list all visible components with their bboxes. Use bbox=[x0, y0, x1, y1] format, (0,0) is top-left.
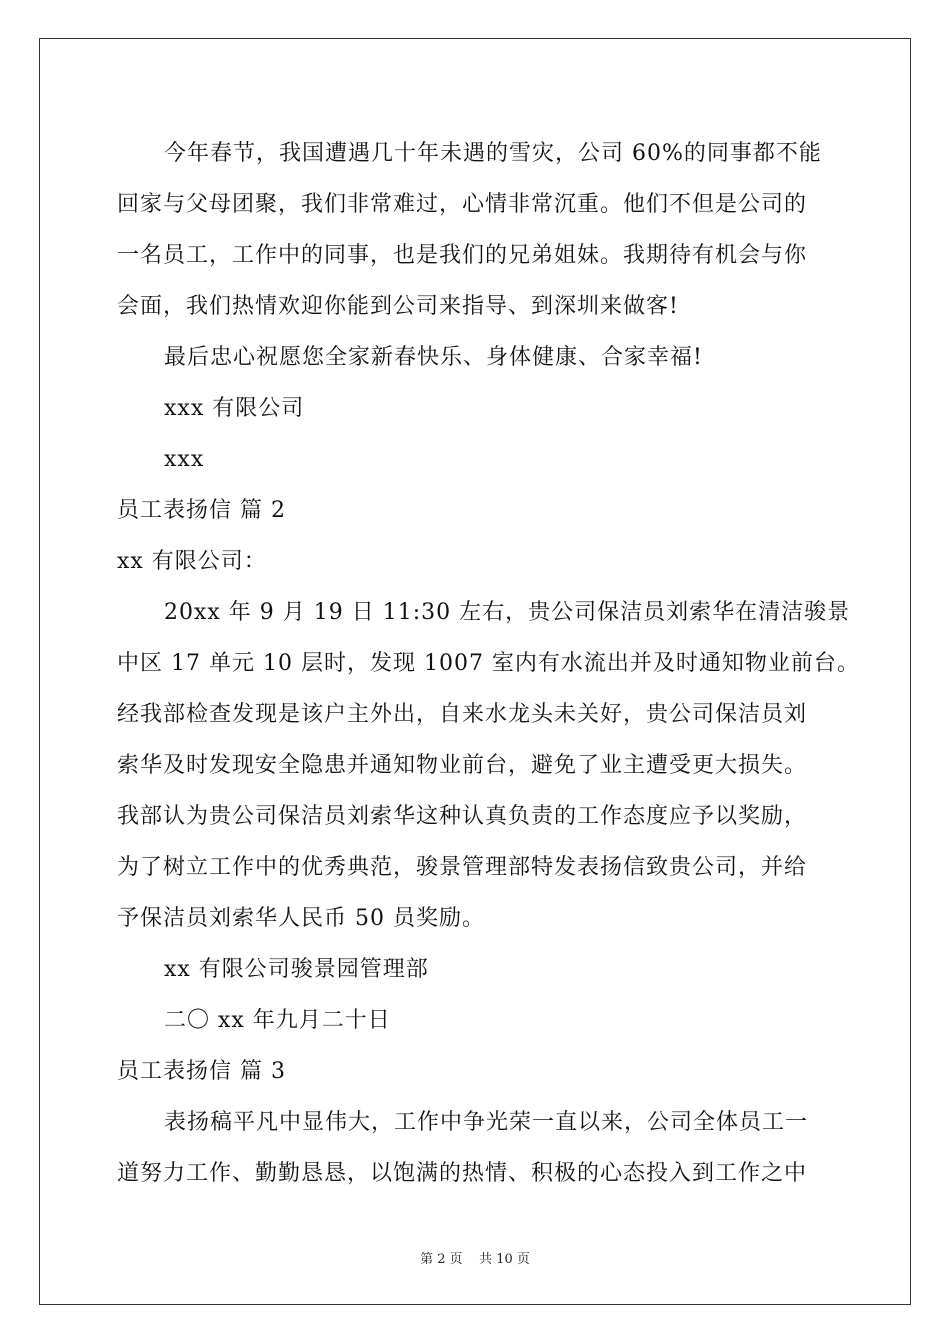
text-line: 中区 17 单元 10 层时，发现 1007 室内有水流出并及时通知物业前台。 bbox=[117, 651, 860, 676]
text-line: xx 有限公司骏景园管理部 bbox=[164, 957, 429, 982]
text-line: 最后忠心祝愿您全家新春快乐、身体健康、合家幸福! bbox=[164, 345, 703, 370]
text-line: 今年春节，我国遭遇几十年未遇的雪灾，公司 60%的同事都不能 bbox=[164, 141, 822, 166]
text-line: xxx 有限公司 bbox=[164, 396, 305, 421]
page-number-footer: 第 2 页 共 10 页 bbox=[420, 1252, 530, 1267]
text-line: 经我部检查发现是该户主外出，自来水龙头未关好，贵公司保洁员刘 bbox=[117, 702, 808, 727]
document-body bbox=[117, 128, 860, 1199]
text-line: 我部认为贵公司保洁员刘索华这种认真负责的工作态度应予以奖励， bbox=[117, 804, 808, 829]
text-line: 20xx 年 9 月 19 日 11:30 左右，贵公司保洁员刘索华在清洁骏景 bbox=[164, 600, 851, 625]
text-line: 员工表扬信 篇 2 bbox=[117, 498, 286, 523]
text-line: xxx bbox=[164, 447, 205, 472]
text-line: 表扬稿平凡中显伟大，工作中争光荣一直以来，公司全体员工一 bbox=[164, 1110, 809, 1135]
text-line: 予保洁员刘索华人民币 50 员奖励。 bbox=[117, 906, 485, 931]
text-line: 会面，我们热情欢迎你能到公司来指导、到深圳来做客! bbox=[117, 294, 679, 319]
text-line: 为了树立工作中的优秀典范，骏景管理部特发表扬信致贵公司，并给 bbox=[117, 855, 808, 880]
text-line: 二〇 xx 年九月二十日 bbox=[164, 1008, 391, 1033]
text-line: 回家与父母团聚，我们非常难过，心情非常沉重。他们不但是公司的 bbox=[117, 192, 808, 217]
text-line: 一名员工，工作中的同事，也是我们的兄弟姐妹。我期待有机会与你 bbox=[117, 243, 808, 268]
text-line: xx 有限公司： bbox=[117, 549, 267, 574]
text-line: 道努力工作、勤勤恳恳，以饱满的热情、积极的心态投入到工作之中 bbox=[117, 1161, 808, 1186]
text-line: 员工表扬信 篇 3 bbox=[117, 1059, 286, 1084]
text-line: 索华及时发现安全隐患并通知物业前台，避免了业主遭受更大损失。 bbox=[117, 753, 808, 778]
